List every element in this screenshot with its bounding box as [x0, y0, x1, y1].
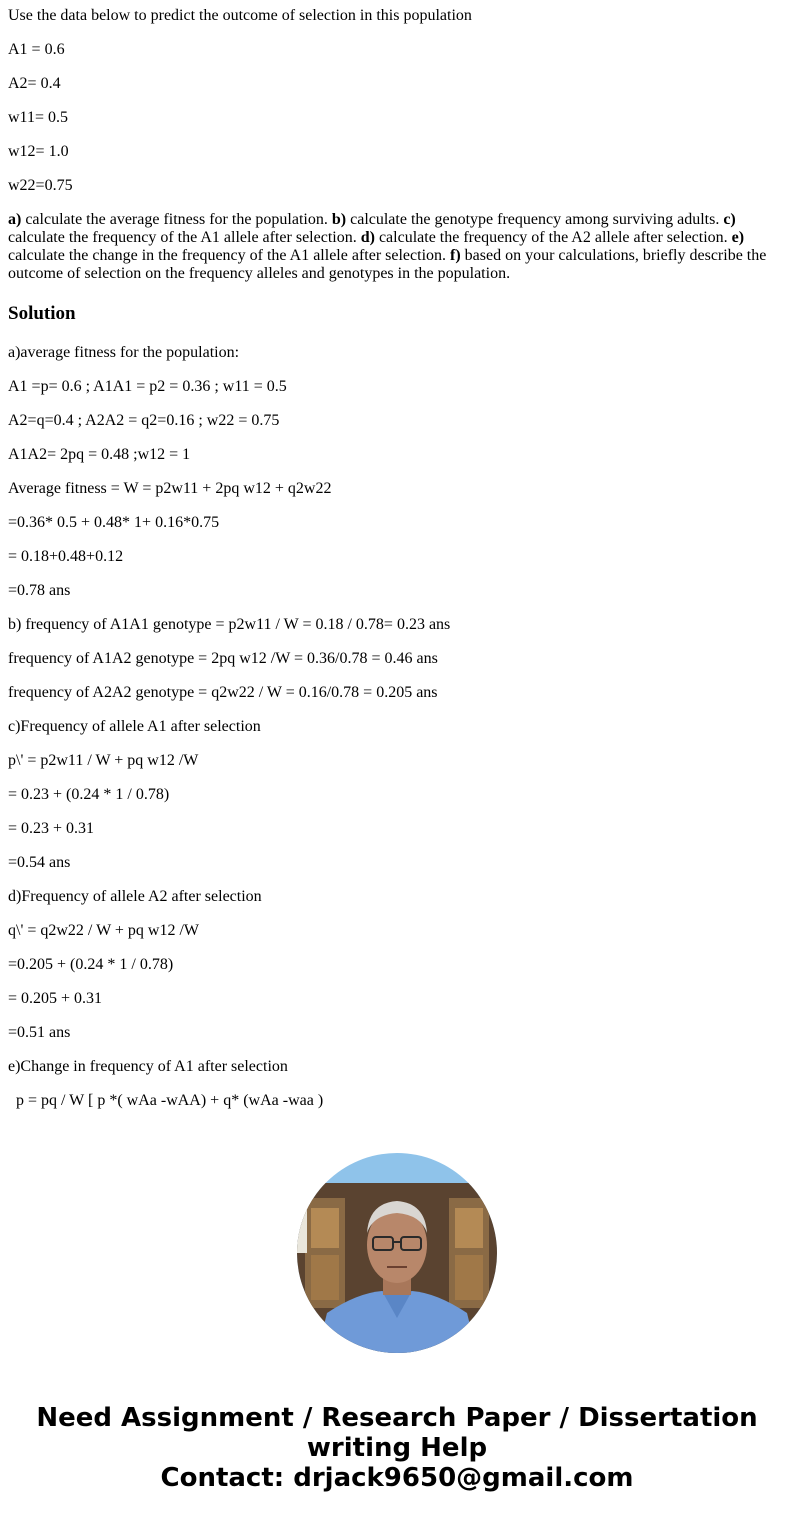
solution-line: e)Change in frequency of A1 after selection	[8, 1058, 288, 1075]
part-b-text: calculate the genotype frequency among surviving adults.	[346, 211, 724, 228]
data-line-w12: w12= 1.0	[8, 143, 69, 160]
solution-line: =0.78 ans	[8, 582, 71, 599]
part-a-label: a)	[8, 211, 22, 228]
data-line-a2: A2= 0.4	[8, 75, 61, 92]
solution-line: d)Frequency of allele A2 after selection	[8, 888, 262, 905]
solution-line: c)Frequency of allele A1 after selection	[8, 718, 261, 735]
solution-line: Average fitness = W = p2w11 + 2pq w12 + q2w22	[8, 480, 332, 497]
solution-line: A1 =p= 0.6 ; A1A1 = p2 = 0.36 ; w11 = 0.5	[8, 378, 287, 395]
part-a-text: calculate the average fitness for the population.	[21, 211, 332, 228]
solution-line: p = pq / W [ p *( wAa -wAA) + q* (wAa -waa )	[8, 1092, 324, 1109]
solution-line: = 0.18+0.48+0.12	[8, 548, 124, 565]
data-line-w11: w11= 0.5	[8, 109, 68, 126]
solution-line: =0.36* 0.5 + 0.48* 1+ 0.16*0.75	[8, 514, 220, 531]
solution-line: =0.205 + (0.24 * 1 / 0.78)	[8, 956, 174, 973]
part-f-label: f)	[450, 247, 461, 264]
part-c-text: calculate the frequency of the A1 allele after selection.	[8, 229, 361, 246]
solution-line: = 0.205 + 0.31	[8, 990, 103, 1007]
solution-heading: Solution	[8, 303, 76, 324]
solution-line: A2=q=0.4 ; A2A2 = q2=0.16 ; w22 = 0.75	[8, 412, 280, 429]
data-line-w22: w22=0.75	[8, 177, 73, 194]
part-f-text: based on your calculations, briefly describe the outcome of selection on the frequency alleles and genotypes in the population.	[8, 247, 767, 282]
solution-line: = 0.23 + 0.31	[8, 820, 95, 837]
data-line-a1: A1 = 0.6	[8, 41, 65, 58]
part-d-label: d)	[360, 229, 375, 246]
solution-line: = 0.23 + (0.24 * 1 / 0.78)	[8, 786, 170, 803]
footer-line-2: writing Help	[306, 1433, 488, 1463]
question-parts	[8, 211, 786, 283]
solution-line: b) frequency of A1A1 genotype = p2w11 / W = 0.18 / 0.78= 0.23 ans	[8, 616, 451, 633]
question-intro: Use the data below to predict the outcome of selection in this population	[8, 7, 472, 24]
solution-line: p\' = p2w11 / W + pq w12 /W	[8, 752, 199, 769]
part-c-label: c)	[723, 211, 736, 228]
solution-line: a)average fitness for the population:	[8, 344, 240, 361]
footer-banner	[0, 1403, 794, 1493]
part-e-label: e)	[731, 229, 745, 246]
part-d-text: calculate the frequency of the A2 allele after selection.	[374, 229, 732, 246]
part-b-label: b)	[331, 211, 347, 228]
author-avatar	[297, 1153, 497, 1353]
solution-line: A1A2= 2pq = 0.48 ;w12 = 1	[8, 446, 191, 463]
solution-line: frequency of A2A2 genotype = q2w22 / W = 0.16/0.78 = 0.205 ans	[8, 684, 438, 701]
solution-line: q\' = q2w22 / W + pq w12 /W	[8, 922, 199, 939]
solution-line: =0.54 ans	[8, 854, 71, 871]
solution-line: =0.51 ans	[8, 1024, 71, 1041]
solution-line: frequency of A1A2 genotype = 2pq w12 /W = 0.36/0.78 = 0.46 ans	[8, 650, 438, 667]
footer-line-1: Need Assignment / Research Paper / Dissertation	[36, 1403, 758, 1433]
person-portrait-icon	[297, 1153, 497, 1353]
part-e-text: calculate the change in the frequency of the A1 allele after selection.	[8, 247, 451, 264]
footer-contact: Contact: drjack9650@gmail.com	[160, 1463, 634, 1493]
